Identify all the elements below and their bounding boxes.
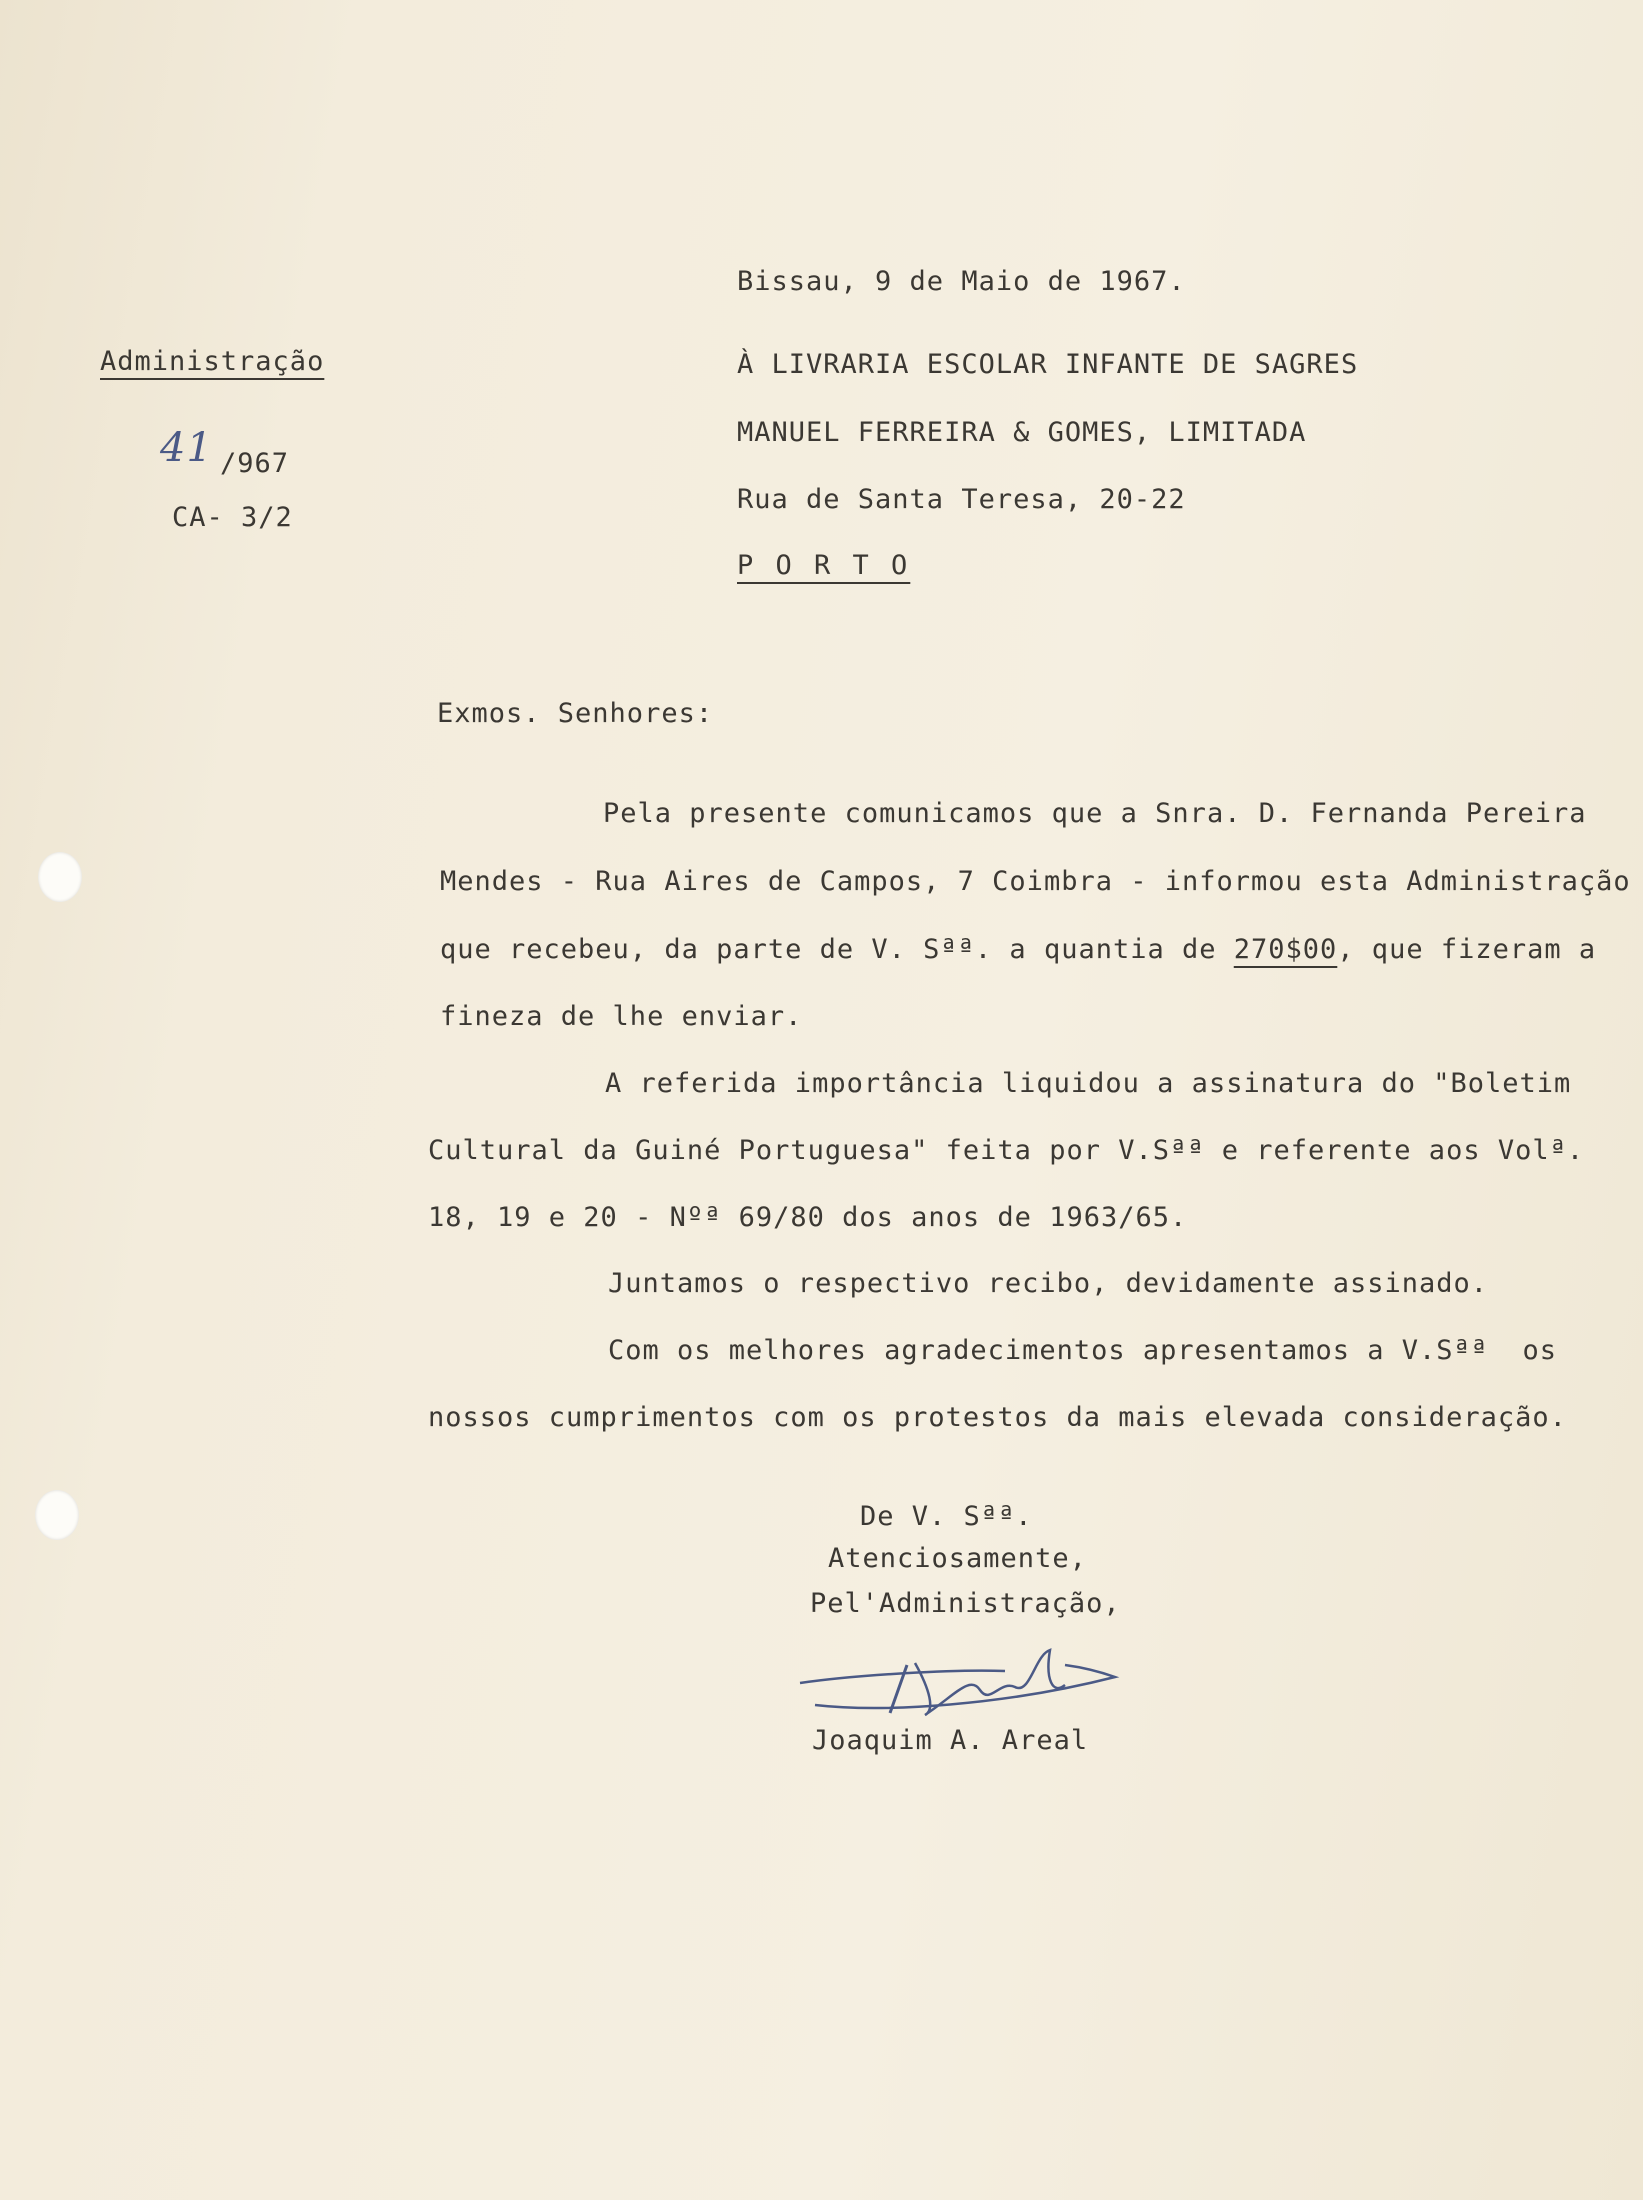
recipient-line-1: À LIVRARIA ESCOLAR INFANTE DE SAGRES — [737, 349, 1359, 380]
body-line: 18, 19 e 20 - Nºª 69/80 dos anos de 1963/65. — [428, 1202, 1188, 1233]
body-line: fineza de lhe enviar. — [440, 1001, 803, 1032]
body-line — [440, 936, 1596, 963]
closing-line: De V. Sªª. — [860, 1501, 1033, 1532]
body-line: Mendes - Rua Aires de Campos, 7 Coimbra - informou esta Administração — [440, 866, 1631, 897]
body-line: Com os melhores agradecimentos apresentamos a V.Sªª os — [608, 1335, 1558, 1366]
punch-hole — [38, 852, 82, 902]
signatory-name: Joaquim A. Areal — [812, 1725, 1089, 1756]
body-line: A referida importância liquidou a assinatura do "Boletim — [605, 1068, 1572, 1099]
amount: 270$00 — [1233, 934, 1338, 965]
file-code: CA- 3/2 — [172, 502, 293, 533]
body-line: Juntamos o respectivo recibo, devidamente assinado. — [608, 1268, 1489, 1299]
body-line: Cultural da Guiné Portuguesa" feita por V.Sªª e referente aos Volª. — [428, 1135, 1585, 1166]
reference-number-handwritten: 41 — [160, 425, 213, 471]
department-label: Administração — [100, 346, 325, 377]
body-text: que recebeu, da parte de V. Sªª. a quantia de — [440, 934, 1234, 965]
signature — [795, 1635, 1125, 1725]
body-line: Pela presente comunicamos que a Snra. D. Fernanda Pereira — [603, 798, 1587, 829]
recipient-city: P O R T O — [737, 550, 911, 581]
reference-year: /967 — [220, 448, 290, 479]
closing-line: Atenciosamente, — [828, 1543, 1087, 1574]
recipient-line-3: Rua de Santa Teresa, 20-22 — [737, 484, 1186, 515]
signature-stroke — [915, 1650, 1065, 1715]
body-text: , que fizeram a — [1337, 934, 1597, 965]
recipient-line-2: MANUEL FERREIRA & GOMES, LIMITADA — [737, 417, 1307, 448]
body-line: nossos cumprimentos com os protestos da mais elevada consideração. — [428, 1402, 1567, 1433]
punch-hole — [35, 1490, 79, 1540]
date-line: Bissau, 9 de Maio de 1967. — [737, 266, 1186, 297]
signature-stroke — [890, 1665, 907, 1713]
closing-line: Pel'Administração, — [810, 1588, 1121, 1619]
salutation: Exmos. Senhores: — [437, 698, 714, 729]
